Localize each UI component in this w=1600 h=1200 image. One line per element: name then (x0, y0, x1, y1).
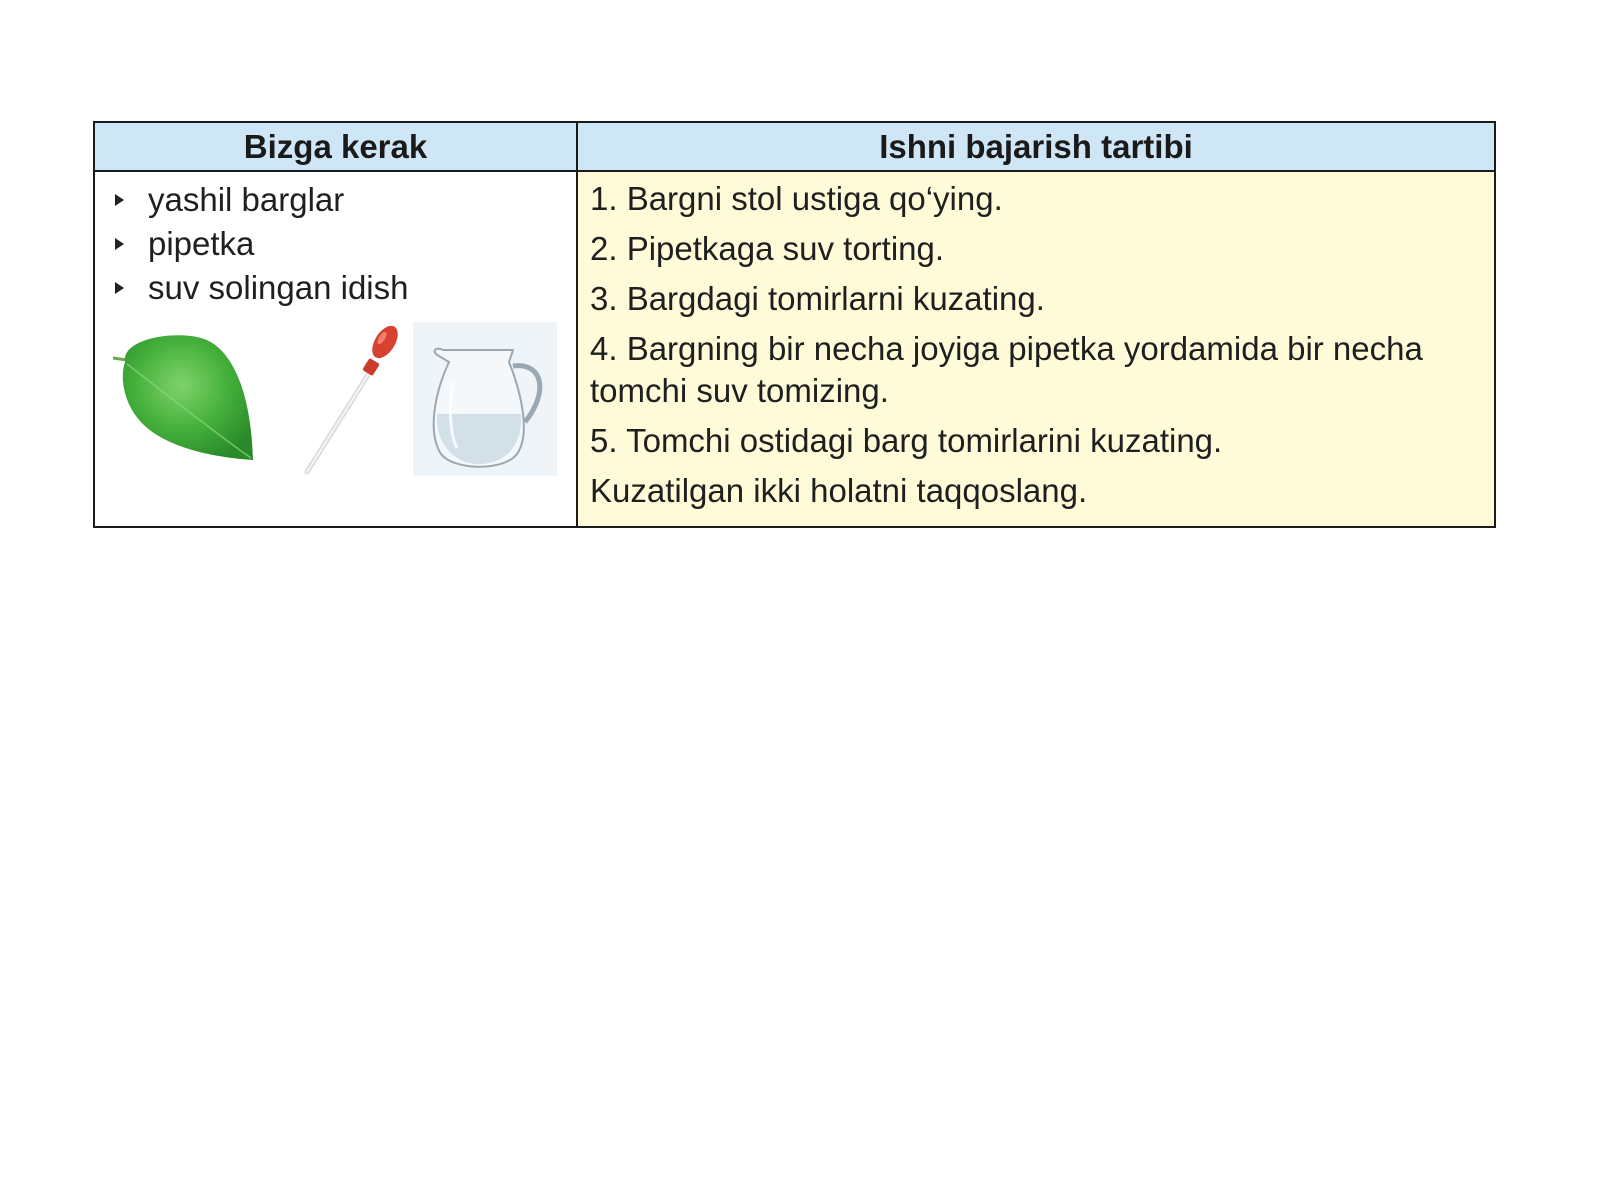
list-item (115, 222, 576, 266)
procedure-cell (577, 171, 1495, 527)
step-item: 4. Bargning bir necha joyiga pipetka yordamida bir necha tomchi suv tomizing. (590, 330, 1423, 409)
materials-pictures (95, 322, 576, 492)
table-header-row (94, 122, 1495, 171)
bullet-icon (115, 194, 124, 206)
step-item: 1. Bargni stol ustiga qo‘ying. (590, 180, 1003, 217)
material-label: yashil barglar (148, 181, 345, 218)
step-item: 2. Pipetkaga suv torting. (590, 230, 945, 267)
step-item: 5. Tomchi ostidagi barg tomirlarini kuzating. (590, 422, 1223, 459)
list-item (115, 178, 576, 222)
activity-table (93, 121, 1496, 528)
leaf-icon (111, 330, 261, 470)
material-label: suv solingan idish (148, 269, 409, 306)
table-body-row (94, 171, 1495, 527)
materials-list (95, 172, 576, 310)
material-label: pipetka (148, 225, 255, 262)
materials-cell (94, 171, 577, 527)
step-item: 3. Bargdagi tomirlarni kuzating. (590, 280, 1045, 317)
bullet-icon (115, 238, 124, 250)
header-procedure: Ishni bajarish tartibi (577, 122, 1495, 171)
list-item (115, 266, 576, 310)
pipette-icon (285, 326, 405, 476)
procedure-steps (578, 172, 1494, 526)
header-materials: Bizga kerak (94, 122, 577, 171)
water-jug-icon (413, 322, 557, 476)
bullet-icon (115, 282, 124, 294)
step-item: Kuzatilgan ikki holatni taqqoslang. (590, 472, 1088, 509)
